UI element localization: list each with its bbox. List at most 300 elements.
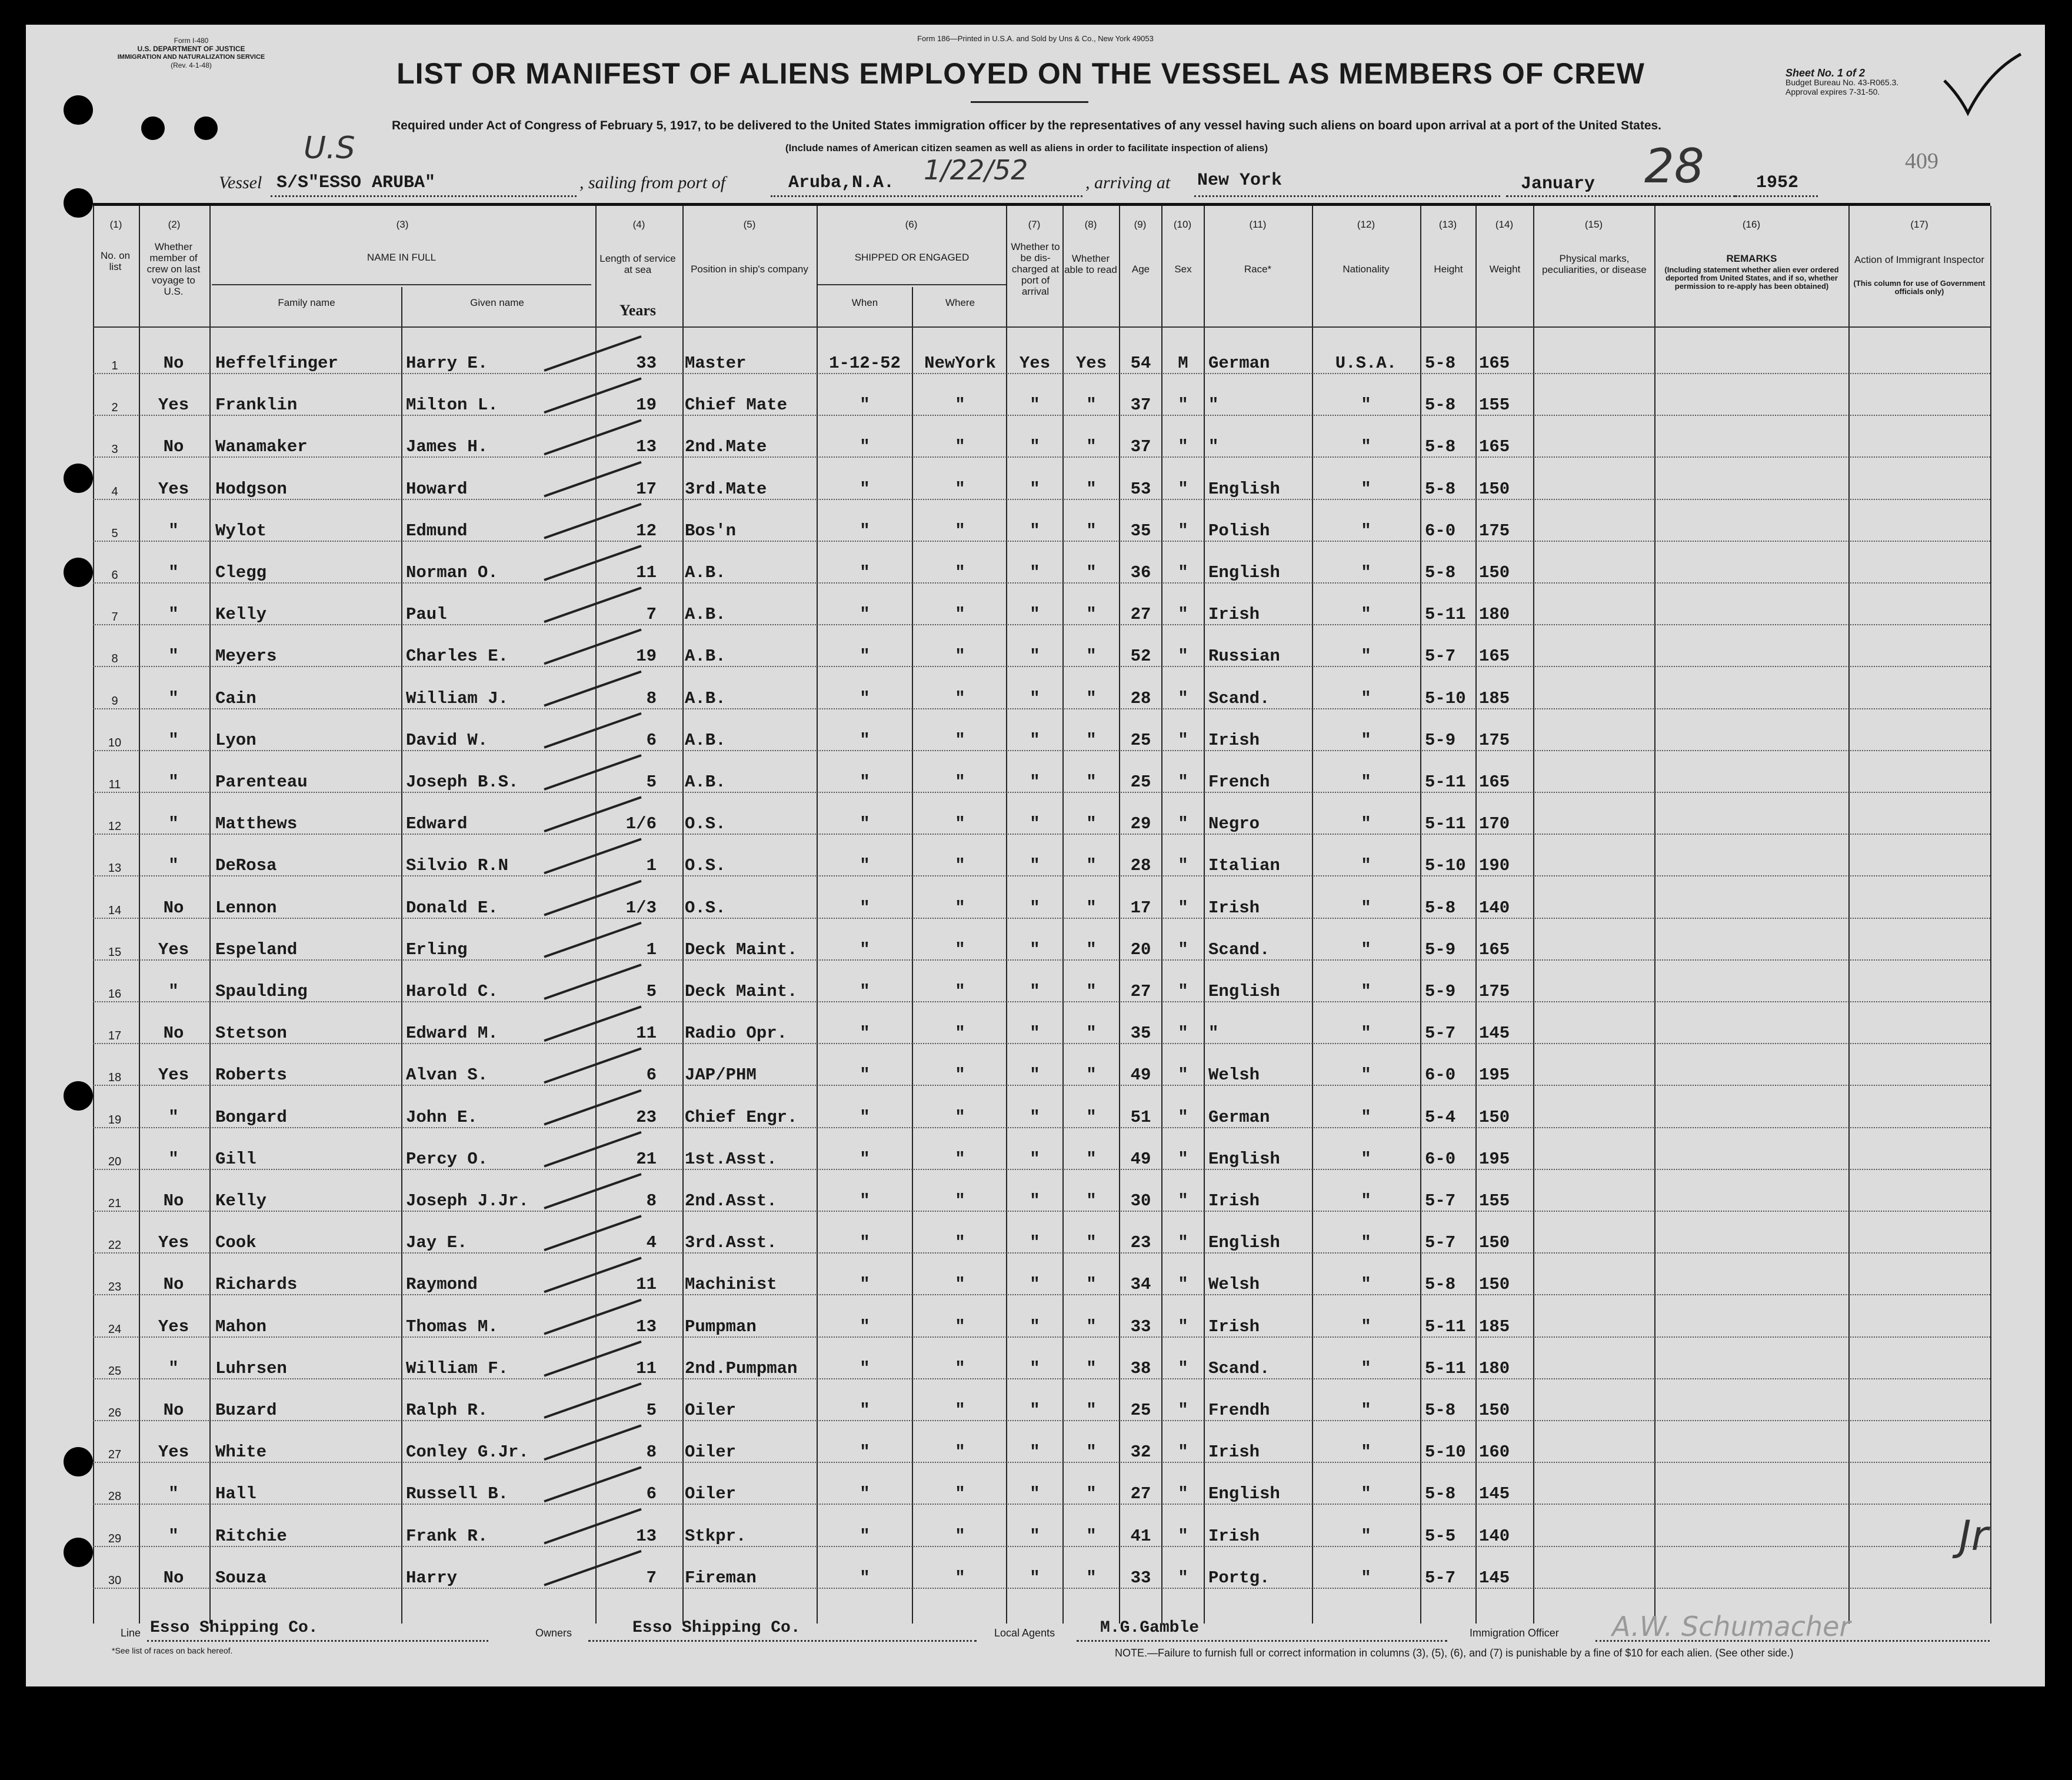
header-length-of-service: Length of service at sea [599,253,676,275]
cell-weight: 165 [1479,437,1510,457]
cell-able-to-read: " [1086,1526,1097,1546]
stamp-number: 409 [1905,149,1938,174]
tally-slash [544,1467,641,1501]
cell-years-of-service: 8 [646,1191,657,1211]
cell-ship-position: O.S. [685,898,726,918]
cell-ship-position: Radio Opr. [685,1024,788,1044]
cell-nationality: " [1361,1233,1371,1253]
cell-row-number: 9 [111,694,118,708]
cell-race: Irish [1208,730,1260,750]
cell-weight: 145 [1479,1024,1510,1044]
cell-years-of-service: 7 [646,605,657,625]
cell-shipped-when: " [860,1568,870,1588]
cell-race: Frendh [1208,1401,1270,1420]
cell-discharged: " [1030,563,1040,582]
column-number: (8) [1084,219,1097,230]
cell-ship-position: Machinist [685,1275,777,1295]
cell-ship-position: Pumpman [685,1316,757,1336]
column-number: (3) [396,219,409,230]
cell-family-name: Roberts [215,1065,287,1085]
cell-given-name: Joseph J.Jr. [406,1191,529,1211]
cell-row-number: 26 [108,1406,122,1419]
cell-weight: 150 [1479,1275,1510,1295]
cell-sex: " [1178,1484,1188,1504]
cell-years-of-service: 13 [636,1316,657,1336]
tally-slash [544,965,641,999]
cell-able-to-read: " [1086,814,1097,834]
tally-slash [544,1091,641,1125]
tally-slash [544,420,641,454]
cell-able-to-read: " [1086,1484,1097,1504]
cell-nationality: " [1361,1107,1371,1127]
cell-last-voyage: " [168,772,179,792]
cell-last-voyage: " [168,521,179,541]
cell-row-number: 1 [111,359,118,372]
cell-given-name: Howard [406,479,468,499]
arrival-year: 1952 [1756,173,1799,193]
cell-given-name: John E. [406,1107,478,1127]
cell-nationality: " [1361,856,1371,876]
cell-race: Welsh [1208,1275,1260,1295]
cell-ship-position: 2nd.Pumpman [685,1358,798,1378]
tally-slash [544,839,641,873]
cell-years-of-service: 1/6 [625,814,657,834]
cell-last-voyage: " [168,1107,179,1127]
cell-given-name: Charles E. [406,646,509,666]
cell-age: 49 [1130,1065,1151,1085]
cell-discharged: " [1030,1401,1040,1420]
header-last-voyage: Whether member of crew on last voyage to U.S. [146,241,201,297]
tally-slash [544,755,641,789]
cell-row-number: 6 [111,569,118,582]
cell-last-voyage: No [163,437,184,457]
cell-nationality: " [1361,898,1371,918]
cell-shipped-where: " [955,1107,965,1127]
tally-slash [544,629,641,664]
cell-able-to-read: " [1086,646,1097,666]
header-where: Where [945,297,975,308]
cell-race: English [1208,1484,1280,1504]
cell-race: English [1208,1149,1280,1169]
cell-family-name: Matthews [215,814,298,834]
agents-underline [1077,1640,1447,1642]
tally-slash [544,1300,641,1334]
cell-height: 5-11 [1425,814,1466,834]
cell-last-voyage: Yes [158,1233,189,1253]
cell-given-name: Ralph R. [406,1401,488,1420]
cell-discharged: " [1030,395,1040,415]
cell-able-to-read: " [1086,1358,1097,1378]
cell-race: German [1208,354,1270,373]
cell-shipped-where: " [955,395,965,415]
cell-shipped-when: " [860,898,870,918]
cell-sex: " [1178,898,1188,918]
cell-shipped-where: " [955,1149,965,1169]
cell-family-name: Kelly [215,1191,267,1211]
cell-weight: 145 [1479,1484,1510,1504]
cell-given-name: James H. [406,437,488,457]
cell-ship-position: Chief Mate [685,395,788,415]
cell-shipped-when: " [860,1442,870,1462]
cell-age: 34 [1130,1275,1151,1295]
cell-able-to-read: " [1086,1275,1097,1295]
cell-years-of-service: 11 [636,1358,657,1378]
cell-weight: 155 [1479,1191,1510,1211]
cell-sex: " [1178,1233,1188,1253]
tally-slash [544,672,641,706]
cell-ship-position: O.S. [685,814,726,834]
department: U.S. DEPARTMENT OF JUSTICE [137,45,245,53]
header-inspector-action: Action of Immigrant Inspector [1854,254,1985,265]
cell-given-name: Edward [406,814,468,834]
tally-slash [544,1342,641,1376]
cell-weight: 185 [1479,1316,1510,1336]
column-number: (2) [168,219,181,230]
cell-row-number: 22 [108,1239,122,1252]
cell-height: 6-0 [1425,521,1456,541]
cell-nationality: " [1361,814,1371,834]
cell-given-name: Alvan S. [406,1065,488,1085]
cell-shipped-where: NewYork [924,354,996,373]
cell-race: English [1208,563,1280,582]
cell-row-number: 20 [108,1155,122,1168]
tally-slash [544,378,641,412]
cell-given-name: Thomas M. [406,1316,498,1336]
cell-weight: 175 [1479,982,1510,1001]
cell-given-name: Harry E. [406,354,488,373]
column-number: (6) [905,219,918,230]
cell-nationality: " [1361,563,1371,582]
cell-discharged: " [1030,772,1040,792]
cell-sex: " [1178,772,1188,792]
cell-sex: " [1178,1107,1188,1127]
cell-weight: 165 [1479,646,1510,666]
cell-shipped-when: " [860,1401,870,1420]
cell-family-name: Luhrsen [215,1358,287,1378]
cell-shipped-where: " [955,1401,965,1420]
cell-shipped-where: " [955,772,965,792]
cell-last-voyage: " [168,563,179,582]
cell-age: 27 [1130,1484,1151,1504]
cell-shipped-where: " [955,1316,965,1336]
cell-years-of-service: 33 [636,354,657,373]
cell-sex: " [1178,982,1188,1001]
cell-family-name: Stetson [215,1024,287,1044]
cell-race: English [1208,982,1280,1001]
cell-nationality: " [1361,1024,1371,1044]
cell-row-number: 18 [108,1071,122,1085]
cell-years-of-service: 21 [636,1149,657,1169]
cell-shipped-where: " [955,730,965,750]
cell-able-to-read: " [1086,1233,1097,1253]
cell-height: 5-8 [1425,354,1456,373]
tally-slash [544,588,641,622]
cell-age: 37 [1130,437,1151,457]
cell-shipped-where: " [955,898,965,918]
cell-age: 51 [1130,1107,1151,1127]
cell-able-to-read: " [1086,1568,1097,1588]
cell-able-to-read: " [1086,395,1097,415]
header-inspector-note: (This column for use of Government officials only) [1853,279,1986,296]
cell-years-of-service: 5 [646,982,657,1001]
cell-last-voyage: " [168,688,179,708]
cell-last-voyage: No [163,898,184,918]
cell-race: " [1208,395,1219,415]
cell-height: 5-8 [1425,1484,1456,1504]
cell-race: Scand. [1208,1358,1270,1378]
cell-sex: " [1178,437,1188,457]
cell-nationality: " [1361,1526,1371,1546]
cell-shipped-when: " [860,1484,870,1504]
cell-discharged: " [1030,1484,1040,1504]
cell-able-to-read: " [1086,1065,1097,1085]
cell-able-to-read: " [1086,1107,1097,1127]
cell-shipped-when: " [860,730,870,750]
cell-sex: " [1178,521,1188,541]
cell-last-voyage: No [163,1568,184,1588]
cell-nationality: " [1361,1149,1371,1169]
cell-last-voyage: " [168,856,179,876]
cell-shipped-when: " [860,856,870,876]
cell-discharged: " [1030,437,1040,457]
cell-row-number: 29 [108,1532,122,1545]
cell-height: 5-9 [1425,939,1456,959]
cell-years-of-service: 1 [646,856,657,876]
tally-slash [544,504,641,538]
cell-row-number: 23 [108,1281,122,1294]
cell-discharged: " [1030,605,1040,625]
cell-ship-position: Oiler [685,1484,737,1504]
cell-height: 5-9 [1425,730,1456,750]
cell-years-of-service: 6 [646,1484,657,1504]
cell-given-name: Russell B. [406,1484,509,1504]
tally-slash [544,1509,641,1544]
cell-last-voyage: No [163,1024,184,1044]
cell-race: Irish [1208,1316,1260,1336]
cell-ship-position: 3rd.Asst. [685,1233,777,1253]
cell-weight: 190 [1479,856,1510,876]
cell-last-voyage: " [168,1149,179,1169]
cell-row-number: 16 [108,988,122,1001]
cell-row-number: 21 [108,1197,122,1210]
tally-slash [544,1216,641,1250]
cell-age: 27 [1130,982,1151,1001]
header-physical-marks: Physical marks, peculiarities, or disease [1542,253,1647,275]
fine-note: NOTE.—Failure to furnish full or correct information in columns (3), (5), (6), and (7) is punishable by a fine of $10 for each alien. (See other side.) [1115,1647,1794,1659]
cell-discharged: " [1030,1526,1040,1546]
cell-shipped-where: " [955,1484,965,1504]
cell-race: French [1208,772,1270,792]
arrival-month: January [1521,174,1595,194]
cell-race: Irish [1208,898,1260,918]
cell-discharged: " [1030,1275,1040,1295]
cell-age: 20 [1130,939,1151,959]
cell-able-to-read: " [1086,521,1097,541]
cell-weight: 180 [1479,605,1510,625]
cell-sex: " [1178,730,1188,750]
cell-able-to-read: " [1086,1149,1097,1169]
header-height: Height [1434,264,1463,275]
cell-nationality: " [1361,1191,1371,1211]
cell-shipped-where: " [955,856,965,876]
cell-age: 49 [1130,1149,1151,1169]
header-position: Position in ship's company [691,264,808,275]
cell-years-of-service: 4 [646,1233,657,1253]
header-weight: Weight [1489,264,1521,275]
cell-able-to-read: " [1086,982,1097,1001]
cell-able-to-read: " [1086,1191,1097,1211]
arrival-day-handwritten: 28 [1644,139,1704,194]
cell-weight: 150 [1479,563,1510,582]
cell-shipped-where: " [955,1275,965,1295]
cell-weight: 170 [1479,814,1510,834]
arriving-port: New York [1197,171,1282,191]
cell-shipped-when: " [860,688,870,708]
cell-discharged: " [1030,1065,1040,1085]
cell-discharged: " [1030,646,1040,666]
cell-age: 30 [1130,1191,1151,1211]
cell-family-name: Buzard [215,1401,277,1420]
cell-weight: 180 [1479,1358,1510,1378]
cell-nationality: " [1361,437,1371,457]
tally-slash [544,923,641,957]
service: IMMIGRATION AND NATURALIZATION SERVICE [117,54,265,61]
cell-age: 41 [1130,1526,1151,1546]
cell-family-name: Gill [215,1149,256,1169]
header-no-on-list: No. on list [100,250,131,272]
cell-row-number: 30 [108,1574,122,1587]
cell-able-to-read: " [1086,688,1097,708]
tally-slash [544,1425,641,1459]
cell-years-of-service: 6 [646,1065,657,1085]
cell-ship-position: O.S. [685,856,726,876]
cell-sex: M [1178,354,1188,373]
tally-slash [544,1384,641,1418]
cell-ship-position: Master [685,354,747,373]
cell-age: 38 [1130,1358,1151,1378]
cell-nationality: " [1361,395,1371,415]
cell-last-voyage: " [168,730,179,750]
header-race: Race* [1244,264,1272,275]
cell-nationality: " [1361,1065,1371,1085]
cell-weight: 185 [1479,688,1510,708]
cell-height: 5-9 [1425,982,1456,1001]
cell-years-of-service: 23 [636,1107,657,1127]
cell-ship-position: 1st.Asst. [685,1149,777,1169]
cell-sex: " [1178,1401,1188,1420]
revision: (Rev. 4-1-48) [171,61,212,69]
cell-row-number: 13 [108,862,122,875]
cell-family-name: Franklin [215,395,298,415]
cell-ship-position: A.B. [685,772,726,792]
owners-label: Owners [535,1627,572,1639]
cell-age: 35 [1130,1024,1151,1044]
cell-weight: 145 [1479,1568,1510,1588]
cell-ship-position: A.B. [685,688,726,708]
column-number: (7) [1028,219,1041,230]
cell-row-number: 14 [108,904,122,917]
cell-shipped-where: " [955,605,965,625]
cell-given-name: Norman O. [406,563,498,582]
column-number: (12) [1357,219,1375,230]
cell-height: 6-0 [1425,1065,1456,1085]
required-statement: Required under Act of Congress of February 5, 1917, to be delivered to the United States immigration officer by the representatives of any vessel having such aliens on board upon arrival at a port of the United States. [391,119,1662,132]
cell-last-voyage: Yes [158,939,189,959]
cell-able-to-read: " [1086,1024,1097,1044]
cell-row-number: 11 [108,778,121,791]
cell-discharged: " [1030,1358,1040,1378]
cell-last-voyage: " [168,1526,179,1546]
tally-slash [544,546,641,580]
cell-ship-position: 2nd.Mate [685,437,767,457]
cell-given-name: Silvio R.N [406,856,509,876]
tally-slash [544,714,641,748]
cell-row-number: 15 [108,945,122,959]
cell-last-voyage: No [163,354,184,373]
approval-expiry: Approval expires 7-31-50. [1785,87,1880,96]
cell-discharged: Yes [1019,354,1051,373]
cell-years-of-service: 6 [646,730,657,750]
cell-shipped-where: " [955,982,965,1001]
cell-shipped-where: " [955,521,965,541]
column-number: (17) [1910,219,1928,230]
cell-years-of-service: 11 [636,1275,657,1295]
cell-last-voyage: " [168,982,179,1001]
column-number: (16) [1742,219,1761,230]
cell-age: 52 [1130,646,1151,666]
cell-row-number: 5 [111,526,118,540]
cell-shipped-when: " [860,563,870,582]
cell-row-number: 8 [111,652,118,666]
cell-height: 5-4 [1425,1107,1456,1127]
cell-race: Portg. [1208,1568,1270,1588]
cell-weight: 175 [1479,730,1510,750]
cell-shipped-where: " [955,1526,965,1546]
cell-nationality: " [1361,479,1371,499]
cell-row-number: 10 [108,736,122,749]
cell-nationality: U.S.A. [1335,354,1397,373]
cell-ship-position: Chief Engr. [685,1107,798,1127]
cell-nationality: " [1361,939,1371,959]
cell-sex: " [1178,814,1188,834]
cell-sex: " [1178,1024,1188,1044]
cell-height: 5-7 [1425,1568,1456,1588]
cell-nationality: " [1361,1442,1371,1462]
cell-given-name: Edward M. [406,1024,498,1044]
cell-given-name: Conley G.Jr. [406,1442,529,1462]
cell-height: 5-8 [1425,1275,1456,1295]
cell-family-name: Mahon [215,1316,267,1336]
cell-shipped-when: " [860,1275,870,1295]
cell-family-name: Wanamaker [215,437,308,457]
cell-ship-position: A.B. [685,563,726,582]
handwritten-us: U.S [304,131,355,166]
cell-shipped-where: " [955,1358,965,1378]
cell-sex: " [1178,856,1188,876]
cell-shipped-when: " [860,646,870,666]
cell-height: 5-7 [1425,1024,1456,1044]
cell-nationality: " [1361,982,1371,1001]
cell-shipped-where: " [955,939,965,959]
cell-shipped-when: " [860,605,870,625]
cell-nationality: " [1361,1401,1371,1420]
cell-shipped-when: " [860,1107,870,1127]
cell-last-voyage: No [163,1401,184,1420]
cell-family-name: Ritchie [215,1526,287,1546]
cell-shipped-when: " [860,1149,870,1169]
cell-discharged: " [1030,730,1040,750]
cell-years-of-service: 5 [646,1401,657,1420]
